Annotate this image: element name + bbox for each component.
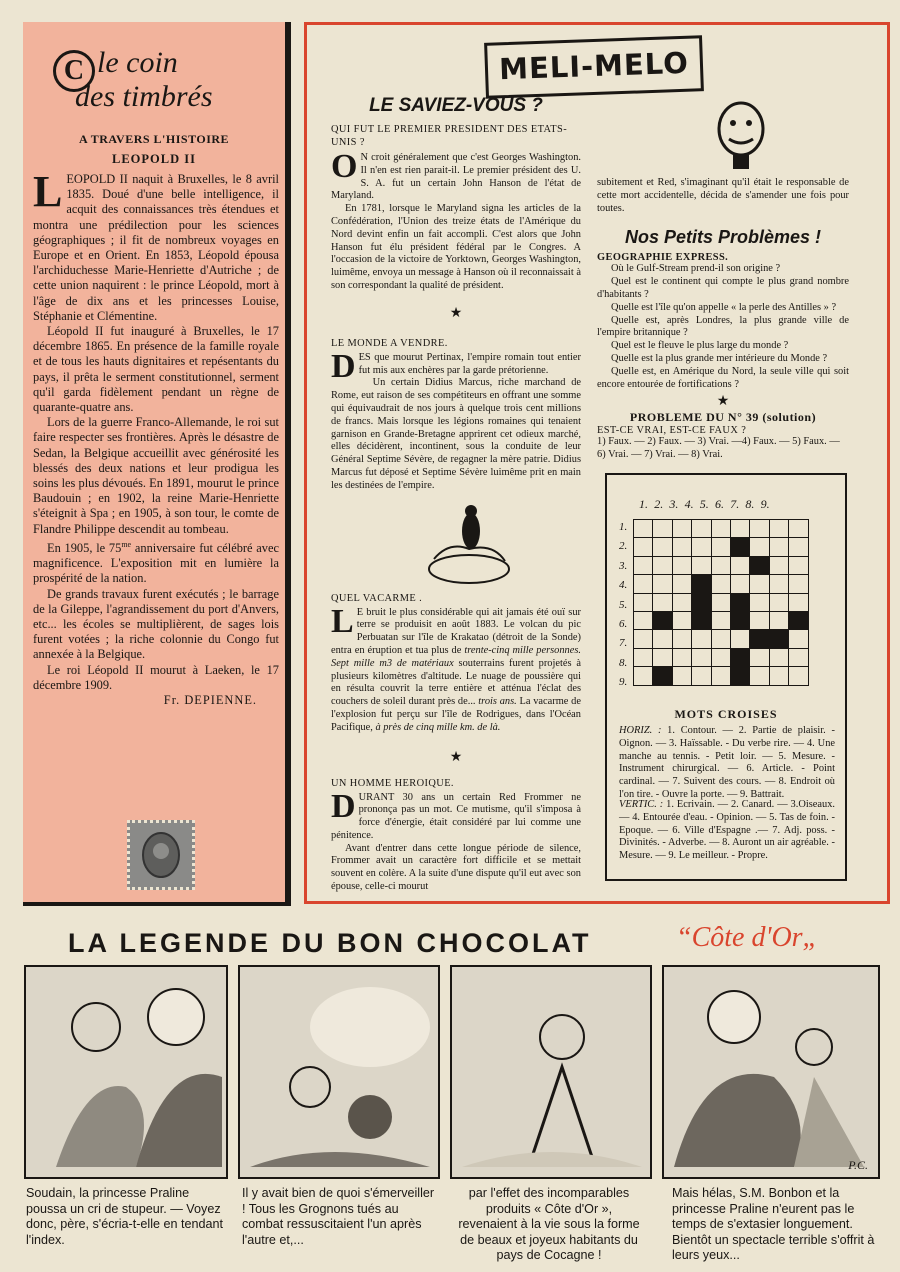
crossword-cell [769, 520, 788, 538]
horiz-clues [619, 725, 835, 802]
a3-p1b: souterrains furent projetés à plusieurs kilomètres d'altitude. Le nuage de poussière qui en résulta couvrit la terre entière et atténua l'éclat des couchers de soleil durant près de... [331, 657, 581, 708]
caption-2: Il y avait bien de quoi s'émerveiller ! Tous les Grognons tués au combat ressuscitaient l'un après l'autre et,... [242, 1186, 435, 1247]
crossword-cell [672, 538, 691, 556]
crossword-cell [769, 667, 788, 685]
crossword-cell [692, 575, 711, 593]
king-princess-illustration [664, 967, 878, 1177]
crossword-cell [711, 575, 730, 593]
drop-cap-o: O [331, 148, 358, 185]
horiz-text: 1. Contour. — 2. Partie de plaisir. - Oignon. — 3. Haïssable. - Du verbe rire. — 4. Une manche au tennis. - Petit loir. — 5. Mesure. - Instrument chirurgical. — 6. Article. - Point cardinal. — 7. Suivent des cours. — 8. Endroit où l'on tire. - Ouvre la porte. — 9. Battrait. [619, 725, 835, 800]
crossword-row-number: 7. [619, 637, 628, 650]
grognons-illustration [240, 967, 438, 1177]
crossword-cell [692, 520, 711, 538]
crossword-cell [634, 575, 653, 593]
crossword-cell [730, 556, 749, 574]
strip-title: LA LEGENDE DU BON CHOCOLAT [68, 928, 592, 958]
mm-right-column [597, 95, 849, 462]
crossword-cell [653, 575, 672, 593]
article3-title: QUEL VACARME . [331, 592, 423, 604]
crossword-cell [789, 538, 808, 556]
crossword-cell [730, 520, 749, 538]
article1-title: QUI FUT LE PREMIER PRESIDENT DES ETATS-UNIS ? [331, 124, 568, 148]
coin-subtitle: A TRAVERS L'HISTOIRE [78, 132, 230, 146]
crossword-row-number: 9. [619, 676, 628, 689]
prob-sub: EST-CE VRAI, EST-CE FAUX ? [597, 425, 747, 437]
geo-q6: Quelle est la plus grande mer intérieure du Monde ? [611, 352, 828, 364]
crossword-cell [789, 667, 808, 685]
crossword-cell [789, 648, 808, 666]
stamp-image [127, 820, 195, 890]
logo-line1: le coin [97, 46, 178, 79]
a4-p1: URANT 30 ans un certain Red Frommer ne prononça pas un mot. Ce mutisme, qu'il s'imposa à force d'énergie, était considéré par lui comme une pénitence. [331, 791, 581, 841]
crossword-cell [692, 611, 711, 629]
artist-signature: P.C. [848, 1158, 868, 1172]
comic-panel-4 [662, 965, 880, 1179]
geo-q5: Quel est le fleuve le plus large du monde ? [611, 340, 789, 352]
article2-p2: Un certain Didius Marcus, riche marchand de Rome, eut raison de ses compétiteurs en offrant une somme qui équivaudrait de nos jours à quelque trois cent millions de francs. Mais lorsque les légions romaines qui tenaient garnison en Grande-Bretagne apprirent cet odieux marché, elles décidèrent, incontinent, sous la conduite de leur Général Septime Sévère, de regagner la mère patrie. Didius Marcus fut déposé et Septime Sévère luimême prit en main les destinées de l'empire. [331, 377, 581, 491]
crossword-cell [711, 611, 730, 629]
logo-c-letter: C [53, 50, 95, 92]
caption-3: par l'effet des incomparables produits « Côte d'Or », revenaient à la vie sous la forme de beaux et joyeux habitants du pays de Cocagne ! [458, 1186, 640, 1262]
prob-answers: 1) Faux. — 2) Faux. — 3) Vrai. —4) Faux. — 5) Faux. — 6) Vrai. — 7) Vrai. — 8) Vrai. [597, 436, 840, 461]
crossword-cell [653, 520, 672, 538]
crossword-cell [769, 611, 788, 629]
crossword-cell [692, 593, 711, 611]
crossword-cell [750, 593, 769, 611]
coin-p5: De grands travaux furent exécutés ; le barrage de la Gileppe, l'agrandissement du port d'Anvers, etc... les écoles se multiplièrent, de sages lois furent votées ; la riche colonnie du Congo fut annexée à la Belgique. [33, 586, 279, 662]
a3-p1c: La vacarme de l'explosion fut perçu sur l'île de Rodrigues, dans l'Océan Pacifique, [331, 696, 581, 733]
a2-p1: ES que mourut Pertinax, l'empire romain tout entier fut mis aux enchères par la garde prétorienne. [358, 351, 581, 376]
geo-q7: Quelle est, en Amérique du Nord, la seule ville qui soit encore entourée de fortifications ? [597, 365, 849, 390]
crossword-cell [730, 611, 749, 629]
prob-sol: (solution) [762, 410, 817, 425]
penguin-illustration [331, 497, 581, 589]
coin-p4 [33, 537, 279, 587]
horiz-label: HORIZ. : [619, 725, 662, 736]
crossword-cell [750, 611, 769, 629]
geo-title: GEOGRAPHIE EXPRESS. [597, 252, 729, 264]
problemes-heading: Nos Petits Problèmes ! [624, 227, 822, 248]
vertic-text: 1. Ecrivain. — 2. Canard. — 3.Oiseaux. — 4. Entourée d'eau. - Opinion. — 5. Tas de foin. - Epoque. — 6. Ville d'Espagne .— 7. Adj. poss. - Divinités. - Adverbe. — 8. Auront un air agréable. - Mesure. — 9. Le meilleur. - Propre. [619, 799, 835, 862]
crossword-title: MOTS CROISES [674, 707, 778, 721]
article1-p2: En 1781, lorsque le Maryland signa les articles de la Confédération, l'Union des treize états de l'Amérique du Nord devint enfin un fait accompli. C'est alors que John Hanson fut élu président fédéral par le Congres. A l'occasion de la victoire de Yorktown, Georges Washington, luimême, envoya un message à Hanson où il reconnaissait à son correspondant la qualité de président. [331, 203, 581, 291]
crossword-cell [730, 667, 749, 685]
coin-p1: EOPOLD II naquit à Bruxelles, le 8 avril 1835. Doué d'une belle intelligence, il acquit des connaissances très étendues et montra une prédilection pour les sciences géographiques ; il fit de nombreux voyages en Europe et en Orient. En 1853, Léopold épousa l'archiduchesse Marie-Henriette d'Autriche ; de cette union naquirent : le prince Léopold, mort à l'âge de dix ans et les princesses Louise, Stéphanie et Clémentine. [33, 172, 279, 323]
geo-q1: Où le Gulf-Stream prend-il son origine ? [611, 263, 781, 275]
comic-panel-3 [450, 965, 652, 1179]
crossword-row-number: 4. [619, 579, 628, 592]
comic-panel-2 [238, 965, 440, 1179]
crossword-cell [789, 611, 808, 629]
crossword-cell [634, 611, 653, 629]
crossword-cell [750, 648, 769, 666]
star-separator: ★ [449, 305, 463, 321]
crossword-box [605, 473, 847, 881]
crossword-cell [711, 593, 730, 611]
stamp-portrait-icon [130, 823, 192, 887]
crossword-cell [789, 593, 808, 611]
crossword-cell [692, 667, 711, 685]
crossword-cell [750, 575, 769, 593]
a3-p1a: E bruit le plus considérable qui ait jamais été ouï sur terre se produisit en août 1883. Le volcan du pic Perbuatan sur l'île de Krakatao (détroit de la Sonde) entra en éruption et tua plus de [331, 606, 581, 656]
crossword-row-number: 3. [619, 559, 628, 572]
article3-p1 [331, 602, 581, 735]
crossword-row-number: 6. [619, 618, 628, 630]
crossword-cell [634, 667, 653, 685]
face-icon [705, 95, 775, 175]
drop-cap-l2: L [331, 602, 354, 640]
saviez-vous-heading: LE SAVIEZ-VOUS ? [369, 95, 543, 116]
coin-p6: Le roi Léopold II mourut à Laeken, le 17 décembre 1909. [33, 662, 279, 692]
habitants-illustration [452, 967, 650, 1177]
crossword-cell [769, 556, 788, 574]
comic-panel-1 [24, 965, 228, 1179]
crossword-cell [730, 575, 749, 593]
crossword-row-number: 1. [619, 521, 628, 533]
prob-heading [597, 410, 849, 425]
princess-king-illustration [26, 967, 226, 1177]
crossword-cell [692, 538, 711, 556]
article4-p1 [331, 787, 581, 843]
crossword-cell [653, 630, 672, 648]
crossword-cell [750, 520, 769, 538]
crossword-cell [769, 538, 788, 556]
crossword-row-number: 5. [619, 598, 628, 611]
a3-i2: trois ans. [478, 696, 517, 708]
crossword-cell [653, 593, 672, 611]
crossword-grid [633, 519, 809, 686]
geo-q3: Quelle est l'île qu'on appelle « la perle des Antilles » ? [611, 301, 837, 313]
crossword-cell [634, 593, 653, 611]
coin-article [33, 167, 279, 708]
mm-left-column [331, 95, 581, 894]
article4-continued: subitement et Red, s'imaginant qu'il était le responsable de cette mort accidentelle, décida de s'amender une fois pour toutes. [597, 177, 849, 214]
vertic-label: VERTIC. : [619, 799, 664, 810]
vertic-clues [619, 799, 835, 863]
coin-title: LEOPOLD II [112, 152, 196, 166]
crossword-cell [672, 593, 691, 611]
crossword-cell [692, 556, 711, 574]
coin-p3: Lors de la guerre Franco-Allemande, le roi sut faire respecter ses frontières. Après le désastre de Sedan, la Belgique accueillit avec générosité les blessés des deux nations et leur prodigua les soins les plus dévoués. En 1891, mourut le prince Baudouin ; en 1902, la reine Marie-Henriette s'éteignit à Spa ; en 1905, à son tour, le comte de Flandre Philippe descendit au tombeau. [33, 415, 279, 536]
crossword-row-number: 8. [619, 656, 628, 669]
meli-melo-banner: MELI-MELO [484, 35, 704, 99]
face-illustration [597, 95, 849, 177]
crossword-cell [634, 648, 653, 666]
crossword-cell [672, 520, 691, 538]
crossword-cell [653, 538, 672, 556]
crossword-cell [730, 630, 749, 648]
crossword-cell [634, 538, 653, 556]
penguin-icon [409, 497, 529, 587]
crossword-cell [711, 667, 730, 685]
star-separator: ★ [716, 394, 730, 410]
crossword-col-numbers: 1. 2. 3. 4. 5. 6. 7. 8. 9. [639, 497, 770, 511]
a3-i3: à près de cinq mille km. de là. [375, 721, 501, 733]
geo-q2: Quel est le continent qui compte le plus grand nombre d'habitants ? [597, 276, 849, 300]
crossword-cell [711, 538, 730, 556]
coin-p4b: anniversaire fut célébré avec magnificence. L'exposition mit en lumière la prospérité de la nation. [33, 541, 279, 586]
drop-cap-l: L [33, 167, 63, 216]
crossword-cell [711, 648, 730, 666]
crossword-cell [789, 630, 808, 648]
crossword-cell [672, 575, 691, 593]
crossword-cell [769, 648, 788, 666]
coin-author: Fr. DEPIENNE. [163, 693, 257, 708]
drop-cap-d: D [331, 347, 356, 385]
coin-p2: Léopold II fut inauguré à Bruxelles, le 17 décembre 1865. En présence de la famille royale et de tous les hauts dignitaires et repésentants du pays, il prêta le serment constitutionnel, serment qu'il garda fidèlement pendant un règne de quarante-quatre ans. [33, 324, 279, 415]
crossword-cell [672, 611, 691, 629]
crossword-cell [653, 556, 672, 574]
crossword-cell [730, 593, 749, 611]
coin-logo [53, 46, 273, 116]
crossword-cell [672, 556, 691, 574]
crossword-cell [789, 575, 808, 593]
coin-p4a: En 1905, le 75 [47, 541, 122, 555]
prob-title: PROBLEME DU N° 39 [629, 410, 759, 425]
crossword-cell [692, 648, 711, 666]
coin-p4sup: me [121, 539, 132, 549]
meli-melo-panel [304, 22, 890, 904]
star-separator: ★ [449, 749, 463, 765]
coin-des-timbres-panel [23, 22, 291, 906]
caption-4: Mais hélas, S.M. Bonbon et la princesse Praline n'eurent pas le temps de s'extasier longuement. Bientôt un spectacle terrible s'offrit à leurs yeux... [672, 1186, 875, 1262]
crossword-cell [730, 648, 749, 666]
crossword-cell [672, 648, 691, 666]
caption-1: Soudain, la princesse Praline poussa un cri de stupeur. — Voyez donc, père, s'écria-t-elle en tendant l'index. [26, 1186, 224, 1247]
crossword-cell [750, 556, 769, 574]
crossword-cell [653, 667, 672, 685]
drop-cap-d2: D [331, 787, 356, 825]
crossword-cell [769, 593, 788, 611]
crossword-cell [672, 630, 691, 648]
crossword-cell [711, 630, 730, 648]
crossword-cell [750, 538, 769, 556]
crossword-cell [634, 520, 653, 538]
strip-brand: “Côte d'Or„ [676, 922, 819, 953]
crossword-cell [692, 630, 711, 648]
crossword-cell [711, 520, 730, 538]
crossword-cell [769, 630, 788, 648]
crossword-cell [672, 667, 691, 685]
crossword-cell [730, 538, 749, 556]
crossword-cell [750, 667, 769, 685]
crossword-cell [769, 575, 788, 593]
crossword-cell [653, 648, 672, 666]
crossword-cell [750, 630, 769, 648]
a3-i1: trente-cinq mille personnes. Sept mille m3 de matériaux [331, 644, 581, 669]
crossword-cell [653, 611, 672, 629]
crossword-cell [634, 630, 653, 648]
crossword-row-number: 2. [619, 540, 628, 553]
article4-p2: Avant d'entrer dans cette longue période de silence, Frommer avait un caractère fort difficile et se mettait souvent en colère. A la suite d'une dispute qu'il eut avec son épouse, celle-ci mourut [331, 842, 581, 893]
crossword-cell [634, 556, 653, 574]
geo-q4: Quelle est, après Londres, la plus grande ville de l'empire britannique ? [597, 314, 849, 339]
crossword-cell [789, 520, 808, 538]
article2-title: LE MONDE A VENDRE. [331, 337, 448, 349]
a1-p1: N croit généralement que c'est Georges Washington. Il n'en est rien parait-il. Le premier président des U. S. A. fut un certain John Hanson de l'état de Maryland. [331, 152, 581, 202]
crossword-cell [711, 556, 730, 574]
article4-title: UN HOMME HEROIQUE. [331, 777, 454, 789]
logo-line2: des timbrés [75, 80, 213, 113]
crossword-cell [789, 556, 808, 574]
article1-p1 [331, 148, 581, 203]
article2-p1 [331, 347, 581, 385]
